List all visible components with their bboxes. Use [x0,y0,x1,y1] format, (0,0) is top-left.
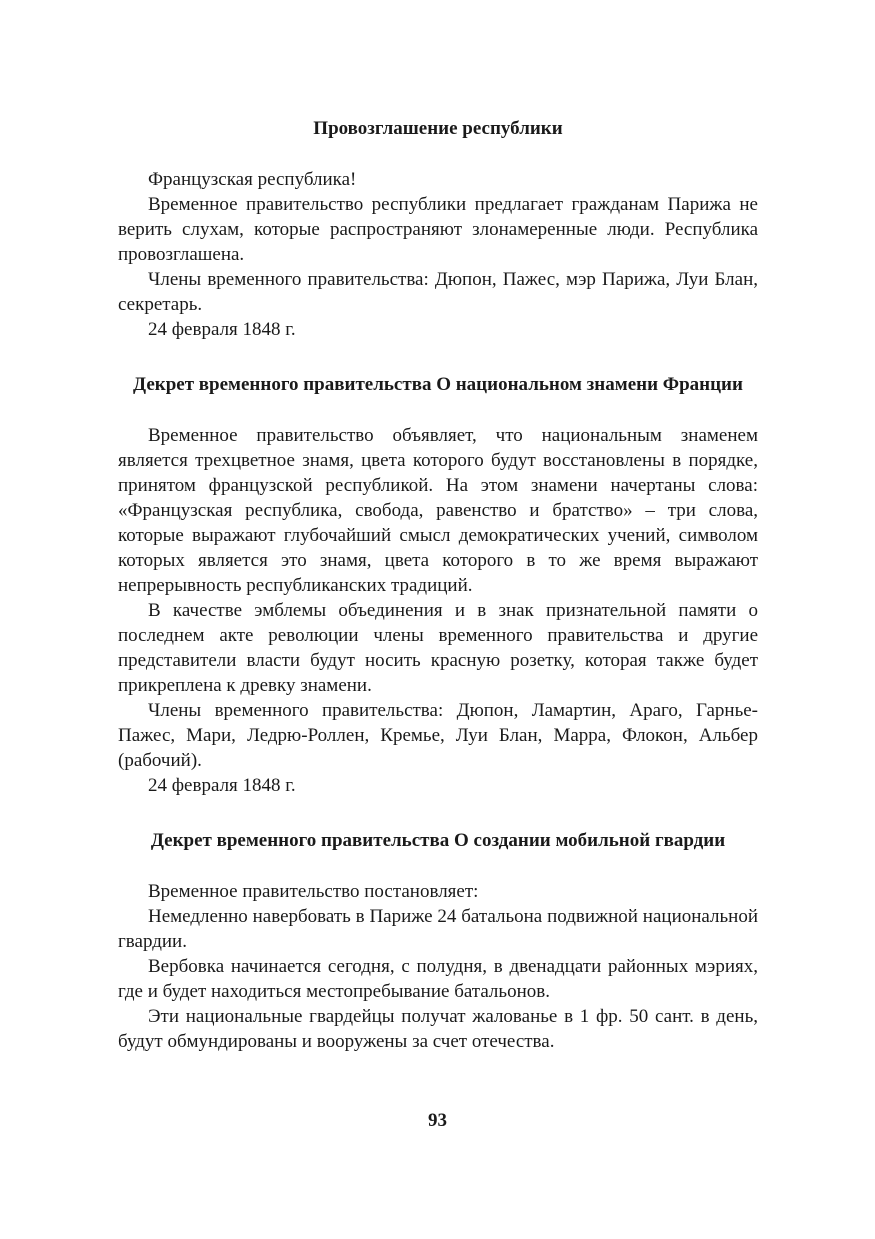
paragraph: Члены временного правительства: Дюпон, Пажес, мэр Парижа, Луи Блан, секретарь. [118,269,758,315]
paragraph: Французская республика! [148,169,357,190]
section-republic-proclamation [118,116,758,342]
paragraph: Временное правительство объявляет, что национальным знаменем является трехцветное знамя, цвета которого будут восстановлены в порядке, принятом французской республикой. На этом знамени начертаны слова: «Французская республика, свобода, равенство и братство» – три слова, которые выражают глубочайший смысл демократических учений, символом которых является это знамя, цвета которого в то же время выражают непрерывность республиканских традиций. [118,425,758,596]
paragraph: Члены временного правительства: Дюпон, Ламартин, Араго, Гарнье-Пажес, Мари, Ледрю-Роллен, Кремье, Луи Блан, Марра, Флокон, Альбер (рабочий). [118,700,758,771]
paragraph: В качестве эмблемы объединения и в знак признательной памяти о последнем акте революции члены временного правительства и другие представители власти будут носить красную розетку, которая также будет прикреплена к древку знамени. [118,600,758,696]
page-number: 93 [428,1110,447,1131]
paragraph: Эти национальные гвардейцы получат жалованье в 1 фр. 50 сант. в день, будут обмундированы и вооружены за счет отечества. [118,1006,758,1052]
section-mobile-guard-decree [118,828,758,1054]
paragraph: Вербовка начинается сегодня, с полудня, в двенадцати районных мэриях, где и будет находиться местопребывание батальонов. [118,956,758,1002]
paragraph: Временное правительство республики предлагает гражданам Парижа не верить слухам, которые распространяют злонамеренные люди. Республика провозглашена. [118,194,758,265]
paragraph: Временное правительство постановляет: [148,881,479,902]
date-line: 24 февраля 1848 г. [148,319,296,340]
section-national-flag-decree [118,372,758,798]
section-title: Провозглашение республики [313,118,563,139]
section-title: Декрет временного правительства О национальном знамени Франции [133,374,743,395]
section-title: Декрет временного правительства О создании мобильной гвардии [150,830,726,851]
paragraph: Немедленно навербовать в Париже 24 батальона подвижной национальной гвардии. [118,906,758,952]
document-page [118,116,758,1054]
date-line: 24 февраля 1848 г. [148,775,296,796]
